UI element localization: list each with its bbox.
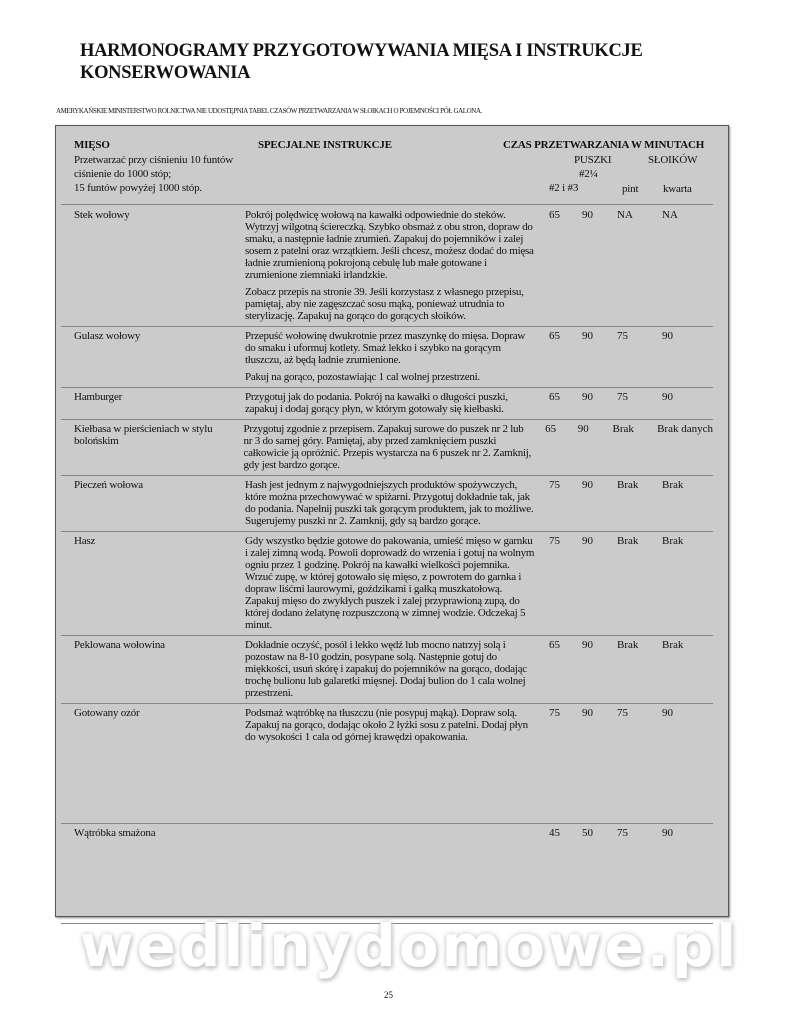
value-pint: 75 [617,391,628,403]
value-quart: Brak [662,535,684,547]
row-name: Gulasz wołowy [74,330,141,342]
value-pint: 75 [617,707,628,719]
value-can-2-quarter: 75 [549,479,560,491]
row-instructions-2: Zobacz przepis na stronie 39. Jeśli korzystasz z własnego przepisu, pamiętaj, aby nie zagęszczać sosu mąką, ponieważ utrudnia to sterylizację. Zapakuj na gorąco do gorących słoików. [245,286,524,322]
table-row [61,824,713,924]
value-can-2-3: 90 [577,423,589,435]
value-can-2-3: 90 [582,535,593,547]
table-row [61,327,713,388]
value-can-2-3: 90 [582,639,593,651]
row-instructions: Gdy wszystko będzie gotowe do pakowania, umieść mięso w garnku i zalej zimną wodą. Powoli doprowadź do wrzenia i gotuj na wolnym ogniu przez 1 godzinę. Pokrój na kawałki wielkości pojemnika. Wrzuć zupę, w której gotowało się mięso, z powrotem do garnka i dopraw liśćmi laurowymi, goździkami i gałką muszkatołową. Zapakuj mięso do zwykłych puszek i zalej przyprawioną zupą, do której dodano żelatynę rozpuszczoną w zimnej wodzie. Odczekaj 5 minut. [245,535,535,631]
col-header-can-2-quarter: #2¼ [579,168,598,180]
row-name: Hamburger [74,391,123,403]
row-instructions: Podsmaż wątróbkę na tłuszczu (nie posypuj mąką). Dopraw solą. Zapakuj na gorąco, dodając około 2 łyżki sosu z patelni. Dodaj płyn do wysokości 1 cala od górnej krawędzi opakowania. [245,707,528,743]
value-can-2-quarter: 65 [549,639,560,651]
value-quart: 90 [662,827,673,839]
value-pint: Brak [617,639,639,651]
value-quart: NA [662,209,678,221]
usda-note: AMERYKAŃSKIE MINISTERSTWO ROLNICTWA NIE UDOSTĘPNIA TABEL CZASÓW PRZETWARZANIA W SŁOIKACH O POJEMNOŚCI PÓŁ GALONA. [56,107,482,115]
col-header-instructions: SPECJALNE INSTRUKCJE [258,139,392,151]
value-can-2-3: 90 [582,391,593,403]
value-can-2-3: 50 [582,827,593,839]
table-row [61,420,713,476]
table-row [61,476,713,532]
value-can-2-3: 90 [582,707,593,719]
value-pint: Brak [617,535,639,547]
col-header-jars: SŁOIKÓW [648,154,698,166]
row-name: Wątróbka smażona [74,827,156,839]
value-pint: 75 [617,827,628,839]
col-header-time: CZAS PRZETWARZANIA W MINUTACH [503,139,705,151]
value-pint: Brak [612,423,634,435]
table-row [61,206,713,327]
value-quart: 90 [662,391,673,403]
row-instructions: Hash jest jednym z najwygodniejszych produktów spożywczych, które można przechowywać w spiżarni. Przygotuj dokładnie tak, jak do podania. Napełnij puszki tak gorącym produktem, jak to możliwe. Sugerujemy puszki nr 2. Zamknij, gdy są bardzo gorące. [245,479,534,527]
value-can-2-3: 90 [582,330,593,342]
row-name: Pieczeń wołowa [74,479,143,491]
row-instructions: Przepuść wołowinę dwukrotnie przez maszynkę do mięsa. Dopraw do smaku i uformuj kotlety. Smaż lekko i szybko na gorącym tłuszczu, aż będą ładnie zrumienione. [245,330,526,366]
divider [61,204,713,205]
row-name: Kiełbasa w pierścieniach w stylu bolońskim [74,423,213,447]
table-row [61,532,713,636]
table-row [61,704,713,824]
row-name: Gotowany ozór [74,707,140,719]
value-quart: Brak [662,639,684,651]
value-pint: 75 [617,330,628,342]
pressure-note-2: ciśnienie do 1000 stóp; [74,168,172,180]
value-can-2-quarter: 45 [549,827,560,839]
value-can-2-quarter: 65 [549,209,560,221]
col-header-cans: PUSZKI [574,154,612,166]
value-can-2-3: 90 [582,479,593,491]
row-instructions: Przygotuj zgodnie z przepisem. Zapakuj surowe do puszek nr 2 lub nr 3 do samej góry. Pamiętaj, aby przed zamknięciem puszki całkowicie ją opróżnić. Przepis wystarcza na 6 puszek nr 2. Zamknij, gdy jest bardzo gorące. [243,423,532,471]
table-row [61,636,713,704]
value-pint: Brak [617,479,639,491]
row-instructions: Pokrój polędwicę wołową na kawałki odpowiednie do steków. Wytrzyj wilgotną ściereczką. Szybko obsmaż z obu stron, dopraw do smaku, a następnie ładnie zrumień. Zapakuj do pojemników i zalej sosem z patelni oraz wrzątkiem. Jeśli chcesz, możesz dodać do mięsa ładnie zrumienioną pokrojoną cebulę lub małe gotowane i zrumienione ziemniaki irlandzkie. [245,209,534,281]
watermark: wedlinydomowe.pl [80,912,740,980]
value-can-2-quarter: 75 [549,707,560,719]
col-header-quart: kwarta [663,183,692,195]
table-row [61,388,713,420]
value-quart: 90 [662,330,673,342]
row-name: Hasz [74,535,96,547]
page-number: 25 [384,990,393,1000]
page-title: HARMONOGRAMY PRZYGOTOWYWANIA MIĘSA I INSTRUKCJE KONSERWOWANIA [80,41,643,83]
value-can-2-3: 90 [582,209,593,221]
row-instructions: Dokładnie oczyść, posól i lekko wędź lub mocno natrzyj solą i pozostaw na 8-10 godzin, posypane solą. Następnie gotuj do miękkości, usuń skórę i zapakuj do pojemników na gorąco, dodając trochę bulionu lub galaretki mięsnej. Dodaj bulion do 1 cala wolnej przestrzeni. [245,639,527,699]
row-instructions-2: Pakuj na gorąco, pozostawiając 1 cal wolnej przestrzeni. [245,371,480,383]
row-name: Stek wołowy [74,209,130,221]
value-can-2-quarter: 65 [549,391,560,403]
table-body [56,206,728,924]
row-name: Peklowana wołowina [74,639,165,651]
processing-table [55,125,729,917]
value-can-2-quarter: 65 [549,330,560,342]
col-header-meat: MIĘSO [74,139,110,151]
value-can-2-quarter: 65 [545,423,557,435]
value-quart: Brak [662,479,684,491]
row-instructions: Przygotuj jak do podania. Pokrój na kawałki o długości puszki, zapakuj i dodaj gorący płyn, w którym gotowały się kiełbaski. [245,391,508,415]
value-quart: Brak danych [657,423,713,435]
value-pint: NA [617,209,633,221]
col-header-pint: pint [622,183,639,195]
pressure-note-3: 15 funtów powyżej 1000 stóp. [74,182,202,194]
col-header-can-2-3: #2 i #3 [549,182,579,194]
value-quart: 90 [662,707,673,719]
value-can-2-quarter: 75 [549,535,560,547]
pressure-note-1: Przetwarzać przy ciśnieniu 10 funtów [74,154,233,166]
